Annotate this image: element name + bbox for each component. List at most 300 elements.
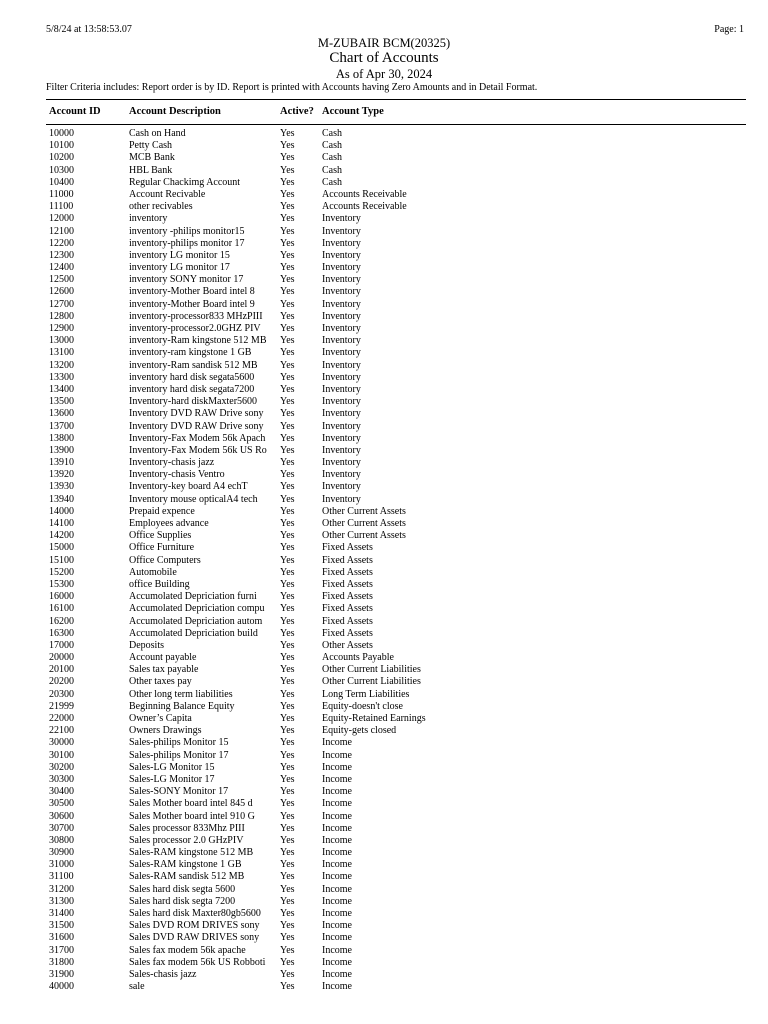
table-row: [0, 908, 768, 920]
account-description: Inventory-Fax Modem 56k US Ro: [129, 444, 267, 456]
account-active: Yes: [280, 944, 295, 956]
table-row: [0, 457, 768, 469]
account-type: Income: [322, 883, 352, 895]
account-description: Inventory-chasis Ventro: [129, 469, 225, 481]
account-description: Sales tax payable: [129, 664, 199, 676]
account-type: Accounts Receivable: [322, 188, 407, 200]
table-row: [0, 506, 768, 518]
account-active: Yes: [280, 566, 295, 578]
account-active: Yes: [280, 591, 295, 603]
account-type: Income: [322, 822, 352, 834]
account-active: Yes: [280, 871, 295, 883]
account-type: Inventory: [322, 383, 361, 395]
account-active: Yes: [280, 542, 295, 554]
account-active: Yes: [280, 652, 295, 664]
account-active: Yes: [280, 310, 295, 322]
table-row: [0, 835, 768, 847]
table-row: [0, 311, 768, 323]
account-active: Yes: [280, 176, 295, 188]
account-description: inventory hard disk segata7200: [129, 383, 255, 395]
account-type: Income: [322, 798, 352, 810]
table-row: [0, 226, 768, 238]
table-row: [0, 128, 768, 140]
account-type: Other Current Liabilities: [322, 664, 421, 676]
account-type: Inventory: [322, 347, 361, 359]
account-description: Sales fax modem 56k US Robboti: [129, 956, 266, 968]
account-type: Other Current Assets: [322, 518, 406, 529]
table-row: [0, 530, 768, 542]
account-active: Yes: [280, 383, 295, 395]
table-row: [0, 932, 768, 944]
account-id: 17000: [49, 639, 74, 651]
account-type: Equity-doesn't close: [322, 700, 403, 712]
account-active: Yes: [280, 908, 295, 919]
table-row: [0, 201, 768, 213]
table-row: [0, 323, 768, 335]
account-type: Income: [322, 871, 352, 883]
account-description: Accumolated Depriciation furni: [129, 591, 257, 603]
account-active: Yes: [280, 140, 295, 152]
account-id: 15300: [49, 578, 74, 590]
account-description: inventory LG monitor 17: [129, 262, 230, 274]
table-row: [0, 579, 768, 591]
account-id: 10100: [49, 140, 74, 152]
account-id: 13500: [49, 396, 74, 408]
accounts-table: [0, 128, 768, 993]
account-active: Yes: [280, 932, 295, 944]
header-top-rule: [46, 99, 746, 100]
account-id: 12400: [49, 262, 74, 274]
account-id: 12800: [49, 310, 74, 322]
table-row: [0, 713, 768, 725]
account-active: Yes: [280, 213, 295, 225]
account-id: 20200: [49, 676, 74, 688]
table-row: [0, 140, 768, 152]
account-description: Cash on Hand: [129, 128, 186, 139]
account-active: Yes: [280, 737, 295, 749]
table-row: [0, 847, 768, 859]
table-row: [0, 628, 768, 640]
account-id: 16200: [49, 615, 74, 627]
account-description: Inventory-chasis jazz: [129, 457, 215, 469]
account-id: 12600: [49, 286, 74, 298]
account-description: Sales processor 833Mhz PIII: [129, 822, 245, 834]
account-id: 12100: [49, 225, 74, 237]
table-row: [0, 213, 768, 225]
account-id: 12900: [49, 323, 74, 334]
account-description: Petty Cash: [129, 140, 173, 152]
column-header-active: Active?: [280, 106, 314, 117]
account-active: Yes: [280, 444, 295, 456]
account-active: Yes: [280, 408, 295, 420]
account-type: Income: [322, 944, 352, 956]
account-active: Yes: [280, 371, 295, 383]
account-description: inventory-Ram kingstone 512 MB: [129, 335, 267, 347]
account-active: Yes: [280, 981, 295, 993]
account-active: Yes: [280, 493, 295, 505]
company-name: M-ZUBAIR BCM(20325): [317, 36, 451, 50]
account-type: Cash: [322, 176, 342, 188]
account-active: Yes: [280, 798, 295, 810]
account-active: Yes: [280, 834, 295, 846]
account-type: Inventory: [322, 481, 361, 493]
account-description: Other taxes pay: [129, 676, 192, 688]
account-active: Yes: [280, 603, 295, 615]
account-description: Office Furniture: [129, 542, 195, 554]
account-description: Sales fax modem 56k apache: [129, 944, 246, 956]
table-row: [0, 360, 768, 372]
account-active: Yes: [280, 749, 295, 761]
account-id: 31200: [49, 883, 74, 895]
account-active: Yes: [280, 895, 295, 907]
account-active: Yes: [280, 262, 295, 274]
account-id: 30300: [49, 773, 74, 785]
account-type: Accounts Payable: [322, 652, 394, 664]
table-row: [0, 286, 768, 298]
account-description: Prepaid expence: [129, 505, 195, 517]
account-active: Yes: [280, 810, 295, 822]
table-row: [0, 969, 768, 981]
account-id: 13300: [49, 371, 74, 383]
account-id: 31000: [49, 859, 74, 871]
account-type: Inventory: [322, 335, 361, 347]
account-description: Office Supplies: [129, 530, 192, 542]
table-row: [0, 640, 768, 652]
account-type: Accounts Receivable: [322, 201, 407, 213]
account-active: Yes: [280, 164, 295, 176]
account-description: Sales hard disk Maxter80gb5600: [129, 908, 261, 919]
account-active: Yes: [280, 518, 295, 529]
table-row: [0, 859, 768, 871]
account-description: Sales-LG Monitor 15: [129, 761, 215, 773]
account-type: Inventory: [322, 262, 361, 274]
account-type: Fixed Assets: [322, 627, 373, 639]
account-type: Income: [322, 761, 352, 773]
account-description: Inventory-key board A4 echT: [129, 481, 248, 493]
table-row: [0, 750, 768, 762]
account-type: Cash: [322, 164, 342, 176]
account-active: Yes: [280, 968, 295, 980]
account-id: 13700: [49, 420, 74, 432]
account-type: Long Term Liabilities: [322, 688, 410, 700]
account-description: Sales hard disk segta 7200: [129, 895, 236, 907]
table-row: [0, 567, 768, 579]
account-type: Income: [322, 968, 352, 980]
account-type: Income: [322, 834, 352, 846]
account-type: Inventory: [322, 457, 361, 469]
report-title: Chart of Accounts: [329, 50, 439, 66]
table-row: [0, 774, 768, 786]
account-type: Cash: [322, 140, 342, 152]
account-active: Yes: [280, 152, 295, 164]
table-row: [0, 177, 768, 189]
account-type: Inventory: [322, 396, 361, 408]
table-row: [0, 396, 768, 408]
account-description: Sales Mother board intel 845 d: [129, 798, 253, 810]
account-active: Yes: [280, 822, 295, 834]
table-row: [0, 591, 768, 603]
account-active: Yes: [280, 201, 295, 213]
account-id: 20100: [49, 664, 74, 676]
account-type: Fixed Assets: [322, 591, 373, 603]
table-row: [0, 737, 768, 749]
account-active: Yes: [280, 128, 295, 139]
account-description: Account payable: [129, 652, 197, 664]
table-row: [0, 701, 768, 713]
account-id: 13910: [49, 457, 74, 469]
table-row: [0, 152, 768, 164]
account-id: 10300: [49, 164, 74, 176]
account-id: 30900: [49, 847, 74, 859]
account-id: 30500: [49, 798, 74, 810]
account-description: Inventory mouse opticalA4 tech: [129, 493, 258, 505]
account-id: 16100: [49, 603, 74, 615]
account-description: Beginning Balance Equity: [129, 700, 235, 712]
account-active: Yes: [280, 883, 295, 895]
account-description: Inventory-Fax Modem 56k Apach: [129, 432, 266, 444]
account-type: Income: [322, 847, 352, 859]
column-header-account-type: Account Type: [322, 106, 384, 117]
account-type: Cash: [322, 152, 342, 164]
table-row: [0, 542, 768, 554]
account-description: Sales-chasis jazz: [129, 968, 197, 980]
account-description: Accumolated Depriciation autom: [129, 615, 263, 627]
account-description: inventory-Mother Board intel 8: [129, 286, 255, 298]
table-row: [0, 762, 768, 774]
account-description: inventory-processor2.0GHZ PIV: [129, 323, 261, 334]
account-id: 31500: [49, 920, 74, 932]
table-row: [0, 798, 768, 810]
account-id: 30600: [49, 810, 74, 822]
account-description: Sales DVD RAW DRIVES sony: [129, 932, 260, 944]
account-id: 12200: [49, 237, 74, 249]
account-description: Sales hard disk segta 5600: [129, 883, 236, 895]
account-id: 13930: [49, 481, 74, 493]
account-description: Accumolated Depriciation compu: [129, 603, 265, 615]
table-row: [0, 274, 768, 286]
account-id: 11100: [49, 201, 74, 213]
account-description: other recivables: [129, 201, 193, 213]
account-description: Sales DVD ROM DRIVES sony: [129, 920, 260, 932]
column-header-account-id: Account ID: [49, 106, 101, 117]
table-row: [0, 469, 768, 481]
account-description: Sales processor 2.0 GHzPIV: [129, 834, 244, 846]
account-active: Yes: [280, 773, 295, 785]
account-type: Income: [322, 749, 352, 761]
account-type: Fixed Assets: [322, 615, 373, 627]
account-description: Inventory-hard diskMaxter5600: [129, 396, 258, 408]
account-active: Yes: [280, 700, 295, 712]
account-description: MCB Bank: [129, 152, 175, 164]
account-active: Yes: [280, 420, 295, 432]
table-row: [0, 603, 768, 615]
account-description: inventory LG monitor 15: [129, 249, 230, 261]
account-description: Inventory DVD RAW Drive sony: [129, 420, 264, 432]
account-id: 13900: [49, 444, 74, 456]
account-description: inventory-Mother Board intel 9: [129, 298, 255, 310]
table-row: [0, 494, 768, 506]
table-row: [0, 664, 768, 676]
account-id: 13100: [49, 347, 74, 359]
account-type: Inventory: [322, 274, 361, 286]
account-id: 13400: [49, 383, 74, 395]
account-id: 15000: [49, 542, 74, 554]
account-description: inventory: [129, 213, 168, 225]
account-description: Sales-RAM sandisk 512 MB: [129, 871, 245, 883]
report-date: As of Apr 30, 2024: [335, 67, 433, 81]
account-id: 20300: [49, 688, 74, 700]
account-active: Yes: [280, 615, 295, 627]
account-id: 30100: [49, 749, 74, 761]
account-type: Equity-gets closed: [322, 725, 397, 737]
table-row: [0, 616, 768, 628]
table-row: [0, 481, 768, 493]
account-active: Yes: [280, 396, 295, 408]
account-active: Yes: [280, 335, 295, 347]
account-active: Yes: [280, 323, 295, 334]
account-type: Income: [322, 932, 352, 944]
table-row: [0, 238, 768, 250]
account-description: Employees advance: [129, 518, 209, 529]
account-id: 10000: [49, 128, 74, 139]
account-type: Income: [322, 956, 352, 968]
table-row: [0, 884, 768, 896]
account-type: Other Current Liabilities: [322, 676, 421, 688]
account-active: Yes: [280, 274, 295, 286]
account-active: Yes: [280, 469, 295, 481]
account-type: Cash: [322, 128, 342, 139]
account-description: Other long term liabilities: [129, 688, 233, 700]
account-id: 21999: [49, 700, 74, 712]
account-type: Other Current Assets: [322, 530, 406, 542]
account-active: Yes: [280, 225, 295, 237]
table-row: [0, 445, 768, 457]
account-description: Automobile: [129, 566, 177, 578]
account-id: 20000: [49, 652, 74, 664]
account-active: Yes: [280, 627, 295, 639]
account-type: Equity-Retained Earnings: [322, 713, 426, 724]
account-description: Owners Drawings: [129, 725, 202, 737]
account-type: Inventory: [322, 237, 361, 249]
table-row: [0, 871, 768, 883]
account-id: 13000: [49, 335, 74, 347]
account-active: Yes: [280, 347, 295, 359]
account-type: Income: [322, 737, 352, 749]
account-type: Inventory: [322, 444, 361, 456]
account-id: 10400: [49, 176, 74, 188]
account-type: Inventory: [322, 408, 361, 420]
account-type: Income: [322, 786, 352, 798]
page-number: Page: 1: [714, 24, 744, 35]
account-id: 30700: [49, 822, 74, 834]
account-active: Yes: [280, 298, 295, 310]
account-id: 31100: [49, 871, 74, 883]
table-row: [0, 262, 768, 274]
account-type: Inventory: [322, 469, 361, 481]
account-description: sale: [129, 981, 145, 993]
table-row: [0, 786, 768, 798]
account-id: 12000: [49, 213, 74, 225]
account-active: Yes: [280, 359, 295, 371]
account-description: Sales-SONY Monitor 17: [129, 786, 229, 798]
account-type: Fixed Assets: [322, 603, 373, 615]
account-type: Inventory: [322, 249, 361, 261]
account-active: Yes: [280, 956, 295, 968]
account-id: 30800: [49, 834, 74, 846]
account-active: Yes: [280, 713, 295, 724]
account-type: Inventory: [322, 371, 361, 383]
account-description: Sales-LG Monitor 17: [129, 773, 215, 785]
account-id: 13800: [49, 432, 74, 444]
account-active: Yes: [280, 457, 295, 469]
account-description: Inventory DVD RAW Drive sony: [129, 408, 264, 420]
account-id: 16000: [49, 591, 74, 603]
account-description: inventory -philips monitor15: [129, 225, 245, 237]
account-type: Inventory: [322, 286, 361, 298]
account-id: 22000: [49, 713, 74, 724]
account-id: 31600: [49, 932, 74, 944]
account-id: 15200: [49, 566, 74, 578]
account-description: Office Computers: [129, 554, 201, 566]
account-description: Sales-RAM kingstone 1 GB: [129, 859, 242, 871]
account-active: Yes: [280, 432, 295, 444]
account-id: 13940: [49, 493, 74, 505]
table-row: [0, 725, 768, 737]
table-row: [0, 299, 768, 311]
table-row: [0, 165, 768, 177]
account-active: Yes: [280, 237, 295, 249]
table-row: [0, 811, 768, 823]
account-description: Sales-philips Monitor 15: [129, 737, 229, 749]
account-id: 31900: [49, 968, 74, 980]
account-description: Regular Chackimg Account: [129, 176, 241, 188]
account-id: 31400: [49, 908, 74, 919]
account-id: 14100: [49, 518, 74, 529]
account-description: Sales-philips Monitor 17: [129, 749, 229, 761]
account-active: Yes: [280, 505, 295, 517]
account-description: Deposits: [129, 639, 164, 651]
account-type: Income: [322, 920, 352, 932]
account-description: inventory-ram kingstone 1 GB: [129, 347, 252, 359]
account-type: Fixed Assets: [322, 578, 373, 590]
account-active: Yes: [280, 688, 295, 700]
account-description: HBL Bank: [129, 164, 173, 176]
account-description: inventory-Ram sandisk 512 MB: [129, 359, 258, 371]
table-row: [0, 189, 768, 201]
account-id: 31700: [49, 944, 74, 956]
table-row: [0, 920, 768, 932]
account-id: 12500: [49, 274, 74, 286]
account-type: Inventory: [322, 432, 361, 444]
account-type: Inventory: [322, 323, 361, 334]
account-description: Account Recivable: [129, 188, 206, 200]
account-active: Yes: [280, 481, 295, 493]
account-active: Yes: [280, 676, 295, 688]
account-description: office Building: [129, 578, 190, 590]
table-row: [0, 372, 768, 384]
account-type: Income: [322, 981, 352, 993]
account-description: inventory SONY monitor 17: [129, 274, 244, 286]
table-row: [0, 652, 768, 664]
account-type: Other Assets: [322, 639, 373, 651]
account-type: Inventory: [322, 310, 361, 322]
table-row: [0, 347, 768, 359]
report-timestamp: 5/8/24 at 13:58:53.07: [46, 24, 132, 35]
account-active: Yes: [280, 761, 295, 773]
account-description: Owner’s Capita: [129, 713, 192, 724]
account-id: 22100: [49, 725, 74, 737]
table-row: [0, 408, 768, 420]
